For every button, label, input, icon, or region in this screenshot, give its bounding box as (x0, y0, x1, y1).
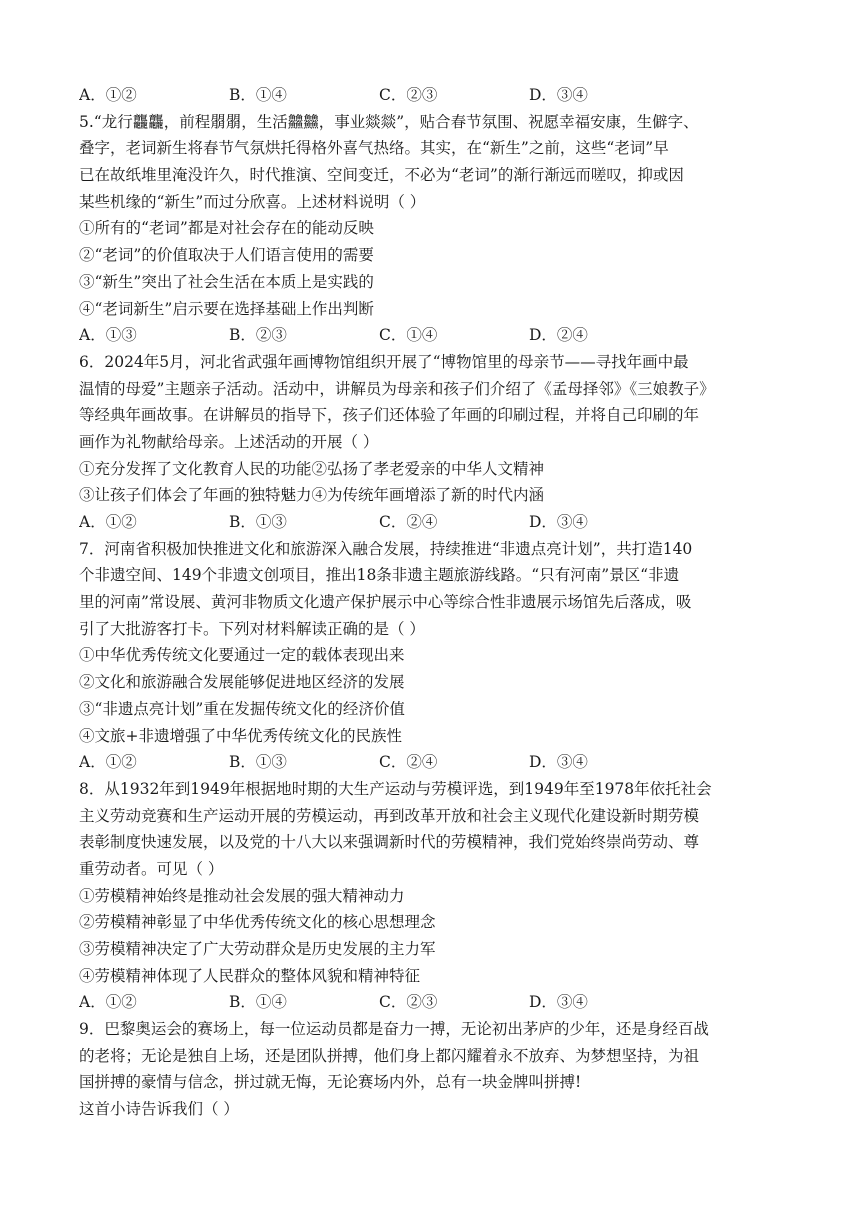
option-a: A．①② (79, 753, 137, 772)
question-stem-line: 某些机缘的“新生”而过分欣喜。上述材料说明（ ） (79, 192, 426, 211)
question-stem-line: 8．从1932年到1949年根据地时期的大生产运动与劳模评选，到1949年至1978年依托社会 (79, 779, 712, 798)
question-6 (79, 349, 784, 536)
statement-item: ④劳模精神体现了人民群众的整体风貌和精神特征 (79, 966, 421, 985)
option-c: C．②③ (379, 86, 438, 104)
question-stem-line: 表彰制度快速发展，以及党的十八大以来强调新时代的劳模精神，我们党始终崇尚劳动、尊 (79, 833, 700, 852)
option-d: D．③④ (529, 753, 588, 772)
question-stem-line: 7．河南省积极加快推进文化和旅游深入融合发展，持续推进“非遗点亮计划”，共打造140 (79, 539, 693, 558)
option-a: A．①② (79, 513, 137, 531)
option-d: D．③④ (529, 513, 588, 531)
question-stem-line: 主义劳动竞赛和生产运动开展的劳模运动，再到改革开放和社会主义现代化建设新时期劳模 (79, 806, 700, 825)
option-a: A．①③ (79, 326, 137, 345)
statement-item: ①充分发挥了文化教育人民的功能②弘扬了孝老爱亲的中华人文精神 (79, 459, 545, 478)
question-stem-line: 里的河南”常设展、黄河非物质文化遗产保护展示中心等综合性非遗展示场馆先后落成，吸 (79, 593, 692, 612)
question-stem-line: 重劳动者。可见（ ） (79, 859, 224, 878)
answer-options (79, 989, 784, 1016)
question-stem-line: 国拼搏的豪情与信念，拼过就无悔，无论赛场内外，总有一块金牌叫拼搏! (79, 1073, 582, 1092)
question-stem-line: 的老将；无论是独自上场，还是团队拼搏，他们身上都闪耀着永不放弃、为梦想坚持，为祖 (79, 1046, 700, 1065)
question-stem-line: 这首小诗告诉我们（ ） (79, 1100, 239, 1119)
statement-item: ②文化和旅游融合发展能够促进地区经济的发展 (79, 673, 405, 692)
statement-item: ④“老词新生”启示要在选择基础上作出判断 (79, 299, 374, 318)
question-9 (79, 1016, 784, 1123)
answer-options (79, 322, 784, 349)
question-stem-line: 等经典年画故事。在讲解员的指导下，孩子们还体验了年画的印刷过程，并将自己印刷的年 (79, 406, 700, 425)
answer-options-q4 (79, 82, 784, 109)
question-stem-line: 温情的母爱”主题亲子活动。活动中，讲解员为母亲和孩子们介绍了《孟母择邻》《三娘教子》 (79, 379, 715, 398)
option-c: C．②④ (379, 753, 438, 772)
option-d: D．②④ (529, 326, 588, 345)
option-c: C．②④ (379, 513, 438, 531)
statement-item: ④文旅+非遗增强了中华优秀传统文化的民族性 (79, 726, 402, 745)
option-d: D．③④ (529, 993, 588, 1012)
question-stem-line: 9．巴黎奥运会的赛场上，每一位运动员都是奋力一搏，无论初出茅庐的少年，还是身经百战 (79, 1020, 709, 1039)
question-stem-line: 6．2024年5月，河北省武强年画博物馆组织开展了“博物馆里的母亲节——寻找年画中最 (79, 352, 689, 371)
option-c: C．②③ (379, 993, 438, 1012)
option-b: B．①④ (229, 993, 287, 1012)
question-8 (79, 776, 784, 1016)
question-stem-line: 个非遗空间、149个非遗文创项目，推出18条非遗主题旅游线路。“只有河南”景区“非遗 (79, 566, 680, 585)
statement-item: ①劳模精神始终是推动社会发展的强大精神动力 (79, 886, 405, 905)
answer-options (79, 749, 784, 776)
question-7 (79, 536, 784, 776)
answer-options (79, 509, 784, 536)
document-body (79, 82, 784, 1123)
option-b: B．①④ (229, 86, 287, 104)
statement-item: ③“非遗点亮计划”重在发掘传统文化的经济价值 (79, 699, 405, 718)
statement-item: ③让孩子们体会了年画的独特魅力④为传统年画增添了新的时代内涵 (79, 486, 545, 505)
option-b: B．①③ (229, 513, 287, 531)
option-b: B．②③ (229, 326, 287, 345)
statement-item: ③劳模精神决定了广大劳动群众是历史发展的主力军 (79, 940, 436, 958)
question-5 (79, 109, 784, 349)
option-c: C．①④ (379, 326, 438, 345)
option-a: A．①② (79, 993, 137, 1012)
statement-item: ②“老词”的价值取决于人们语言使用的需要 (79, 246, 374, 265)
question-stem-line: 5.“龙行龘龘，前程朤朤，生活䲜䲜，事业燚燚”，贴合春节氛围、祝愿幸福安康，生僻字、 (79, 112, 699, 131)
statement-item: ①所有的“老词”都是对社会存在的能动反映 (79, 219, 374, 238)
question-stem-line: 画作为礼物献给母亲。上述活动的开展（ ） (79, 432, 379, 451)
question-stem-line: 引了大批游客打卡。下列对材料解读正确的是（ ） (79, 619, 425, 638)
question-stem-line: 叠字，老词新生将春节气氛烘托得格外喜气热络。其实，在“新生”之前，这些“老词”早 (79, 139, 669, 158)
statement-item: ②劳模精神彰显了中华优秀传统文化的核心思想理念 (79, 913, 436, 932)
option-a: A．①② (79, 86, 137, 104)
statement-item: ①中华优秀传统文化要通过一定的载体表现出来 (79, 646, 405, 665)
question-stem-line: 已在故纸堆里淹没许久，时代推演、空间变迁，不必为“老词”的渐行渐远而嗟叹，抑或因 (79, 166, 684, 185)
statement-item: ③“新生”突出了社会生活在本质上是实践的 (79, 272, 374, 291)
option-d: D．③④ (529, 86, 588, 104)
option-b: B．①③ (229, 753, 287, 772)
